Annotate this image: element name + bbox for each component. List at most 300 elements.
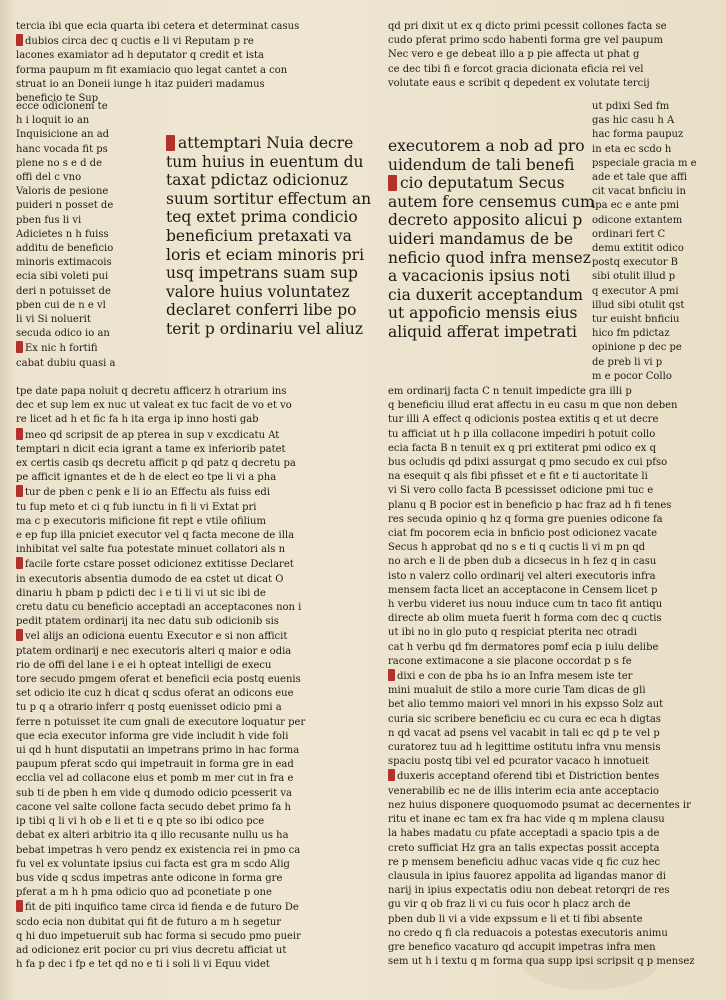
line-text: directe ab olim mueta fuerit h forma com dec q cuctis bbox=[388, 613, 662, 625]
text-line bbox=[16, 128, 142, 142]
line-text: bet alio temmo maiori vel mnori in his expsso Solz aut bbox=[388, 699, 664, 711]
line-text: a vacacionis ipsius noti bbox=[388, 267, 571, 286]
line-text: dec et sup lem ex nuc ut valeat ex tuc facit de vo et vo bbox=[16, 400, 292, 412]
text-line bbox=[388, 769, 712, 784]
line-text: aliquid afferat impetrati bbox=[388, 322, 577, 341]
line-text: uideri mandamus de be bbox=[388, 229, 574, 248]
line-text: usq impetrans suam sup bbox=[166, 264, 358, 283]
line-text: re licet ad h et fic fa h ita erga ip inno hosti gab bbox=[16, 414, 259, 426]
line-text: h verbu videret ius nouu induce cum tn taco fit antiqu bbox=[388, 599, 663, 611]
text-line bbox=[16, 629, 372, 644]
text-line bbox=[16, 716, 372, 730]
text-line bbox=[388, 684, 712, 698]
line-text: ordinari fert C bbox=[592, 228, 666, 240]
line-text: hico fm pdictaz bbox=[592, 328, 670, 340]
text-line bbox=[16, 242, 142, 256]
line-text: sem ut h i textu q m forma qua supp ipsi scripsit q p mensez bbox=[388, 956, 695, 968]
line-text: taxat pdictaz odicionuz bbox=[166, 171, 348, 190]
text-line bbox=[166, 283, 351, 302]
text-line bbox=[16, 457, 372, 471]
line-text: pspeciale gracia m e bbox=[592, 157, 697, 169]
text-line bbox=[166, 264, 358, 283]
line-text: e ep fup illa pniciet executor vel q facta mecone de illa bbox=[16, 530, 295, 542]
text-line bbox=[388, 527, 712, 541]
text-line bbox=[16, 758, 372, 772]
text-line bbox=[166, 152, 364, 172]
line-text: ritu et inane ec tam ex fra hac vide q m mplena clausu bbox=[388, 814, 665, 826]
text-line bbox=[388, 898, 712, 912]
line-text: offi del c vno bbox=[16, 172, 82, 184]
text-line bbox=[16, 171, 142, 185]
text-line bbox=[388, 870, 712, 884]
line-text: cit vacat bnficiu in bbox=[592, 186, 686, 198]
text-line bbox=[16, 199, 142, 213]
line-text: mini mualuit de stilo a more curie Tam dicas de gli bbox=[388, 685, 646, 697]
text-line bbox=[166, 171, 351, 190]
line-text: terit p ordinariu vel aliuz bbox=[166, 319, 364, 338]
line-text: isto n valerz collo ordinarij vel alteri executoris infra bbox=[388, 570, 656, 582]
line-text: tur illi A effect q odicionis postea extitis q et ut decre bbox=[388, 414, 659, 426]
line-text: tu p q a otrario inferr q postq euenisset odicio pmi a bbox=[16, 702, 282, 714]
line-text: Secus h approbat qd no s e ti q cuctis li vi m pn qd bbox=[388, 542, 646, 554]
text-line bbox=[388, 156, 573, 175]
line-text: m e pocor Collo bbox=[592, 370, 672, 382]
line-text: pben cui de n e vl bbox=[16, 299, 106, 311]
gloss-top-right bbox=[388, 20, 710, 91]
line-text: puideri n posset de bbox=[16, 200, 114, 212]
text-line bbox=[16, 501, 372, 515]
line-text: neficio quod infra mensez bbox=[388, 248, 591, 267]
text-line bbox=[16, 772, 372, 786]
rubric-mark bbox=[16, 557, 23, 569]
text-line bbox=[592, 199, 714, 213]
line-text: rio de offi del lane i e ei h opteat intelligi de execu bbox=[16, 659, 272, 671]
text-line bbox=[16, 443, 372, 457]
rubric-mark bbox=[16, 341, 23, 353]
text-line bbox=[388, 612, 712, 626]
line-text: in eta ec scdo h bbox=[592, 143, 672, 155]
rubric-mark bbox=[16, 34, 23, 46]
text-line bbox=[388, 499, 712, 513]
line-text: cia duxerit acceptandum bbox=[388, 285, 583, 304]
text-line bbox=[388, 655, 712, 669]
line-text: Adicietes n h fuiss bbox=[16, 228, 109, 240]
line-text: pe afficit ignantes et de h de elect eo tpe li vi a pha bbox=[16, 472, 277, 484]
line-text: duxeris acceptand oferend tibi et Distriction bentes bbox=[397, 771, 660, 783]
line-text: additu de beneficio bbox=[16, 243, 114, 255]
text-line bbox=[592, 114, 714, 128]
line-text: ade et tale que affi bbox=[592, 172, 688, 184]
line-text: lacones examiator ad h deputator q credit et ista bbox=[16, 50, 265, 62]
line-text: q executor A pmi bbox=[592, 285, 679, 297]
text-line bbox=[16, 399, 372, 413]
text-line bbox=[592, 242, 714, 256]
text-line bbox=[388, 304, 578, 323]
text-line bbox=[388, 799, 712, 813]
text-line bbox=[592, 214, 714, 228]
line-text: tpe date papa noluit q decretu afficerz h otrarium ins bbox=[16, 386, 287, 397]
line-text: cudo pferat primo scdo habenti forma gre vel paupum bbox=[388, 35, 664, 47]
text-line bbox=[16, 815, 372, 829]
line-text: h i loquit io an bbox=[16, 115, 90, 127]
rubric-mark bbox=[16, 629, 23, 641]
line-text: inhibitat vel salte fua potestate minuet collatori als n bbox=[16, 544, 286, 556]
text-line bbox=[388, 626, 712, 640]
rubric-mark bbox=[16, 900, 23, 912]
text-line bbox=[16, 944, 372, 958]
line-text: racone extimacone a sie placone occordat p s fe bbox=[388, 655, 632, 667]
line-text: curia sic scribere beneficiu ec cu cura ec eca h digtas bbox=[388, 713, 661, 725]
line-text: demu extitit odico bbox=[592, 243, 684, 255]
line-text: planu q B pocior est in beneficio p hac fraz ad h fi tenes bbox=[388, 499, 672, 511]
text-line bbox=[388, 456, 712, 470]
text-line bbox=[16, 228, 142, 242]
line-text: cacone vel salte collone facta secudo debet primo fa h bbox=[16, 801, 291, 813]
line-text: ad odicionez erit pocior cu pri vius decretu afficiat ut bbox=[16, 944, 287, 956]
line-text: em ordinarij facta C n tenuit impedicte gra illi p bbox=[388, 386, 632, 397]
text-line bbox=[388, 230, 573, 249]
line-text: gas hic casu h A bbox=[592, 115, 675, 127]
line-text: valore huius voluntatez bbox=[166, 282, 350, 301]
line-text: facile forte cstare posset odicionez extitisse Declaret bbox=[25, 559, 294, 571]
line-text: tum huius in euentum du bbox=[166, 152, 364, 171]
line-text: de preb li vi p bbox=[592, 356, 663, 368]
text-line bbox=[16, 114, 142, 128]
text-line bbox=[388, 399, 712, 413]
line-text: res secuda opinio q hz q forma gre puenies odicone fa bbox=[388, 513, 663, 525]
line-text: declaret conferri libe po bbox=[166, 301, 357, 320]
text-line bbox=[388, 856, 712, 870]
text-line bbox=[16, 256, 142, 270]
text-line bbox=[388, 598, 712, 612]
line-text: cabat dubiu quasi a bbox=[16, 357, 116, 369]
text-line bbox=[388, 322, 577, 342]
line-text: ecia facta B n tenuit ex q pri extiterat pmi odico ex q bbox=[388, 442, 656, 454]
text-line bbox=[16, 844, 372, 858]
text-line bbox=[16, 872, 372, 886]
line-text: ciat fm pocorem ecia in bnficio post odicionez vacate bbox=[388, 528, 658, 540]
line-text: uidendum de tali benefi bbox=[388, 155, 575, 174]
line-text: vi Si vero collo facta B pcessisset odicione pmi tuc e bbox=[388, 485, 654, 497]
text-line bbox=[388, 34, 710, 48]
main-text-right bbox=[388, 137, 595, 342]
gloss-right-margin bbox=[592, 100, 714, 384]
rubric-mark bbox=[388, 769, 395, 781]
line-text: secuda odico io an bbox=[16, 328, 110, 340]
text-line bbox=[388, 442, 712, 456]
text-line bbox=[388, 48, 710, 62]
text-line bbox=[592, 327, 714, 341]
text-line bbox=[16, 357, 142, 371]
text-line bbox=[592, 185, 714, 199]
line-text: set odicio ite cuz h dicat q scdus oferat an odicons eue bbox=[16, 688, 294, 700]
line-text: scdo ecia non dubitat qui fit de futuro a m h segetur bbox=[16, 916, 282, 928]
text-line bbox=[16, 958, 372, 972]
text-line bbox=[388, 192, 595, 212]
line-text: que ecia executor informa gre vide includit h vide foli bbox=[16, 730, 289, 742]
line-text: forma paupum m fit examiacio quo legat cantet a con bbox=[16, 64, 288, 76]
text-line bbox=[388, 785, 712, 799]
line-text: Inquisicione an ad bbox=[16, 129, 110, 141]
line-text: volutate eaus e scribit q depedent ex volutate tercij bbox=[388, 77, 650, 89]
text-line bbox=[388, 428, 712, 442]
line-text: cio deputatum Secus bbox=[400, 174, 565, 193]
text-line bbox=[388, 174, 573, 193]
line-text: temptari n dicit ecia igrant a tame ex inferiorib patet bbox=[16, 443, 286, 455]
text-line bbox=[16, 744, 372, 758]
text-line bbox=[388, 669, 712, 684]
line-text: la habes madatu cu pfate acceptadi a spacio tpis a de bbox=[388, 828, 660, 840]
text-line bbox=[388, 20, 710, 34]
line-text: pferat a m h h pma odicio quo ad pconetiate p one bbox=[16, 887, 272, 899]
rubric-mark bbox=[166, 135, 175, 151]
text-line bbox=[166, 301, 357, 320]
text-line bbox=[388, 941, 712, 955]
text-line bbox=[16, 916, 372, 930]
text-line bbox=[16, 787, 372, 801]
text-line bbox=[16, 601, 372, 615]
line-text: sibi otulit illud p bbox=[592, 271, 676, 283]
line-text: hac forma paupuz bbox=[592, 129, 684, 141]
line-text: ecce odicionem te bbox=[16, 101, 108, 112]
text-line bbox=[388, 584, 712, 598]
text-line bbox=[16, 801, 372, 815]
text-line bbox=[388, 698, 712, 712]
text-line bbox=[388, 955, 712, 969]
text-line bbox=[388, 755, 712, 769]
line-text: ex certis casib qs decretu afficit p qd patz q decretu pa bbox=[16, 458, 296, 470]
text-line bbox=[16, 615, 372, 629]
line-text: mensem facta licet an acceptacone in Censem licet p bbox=[388, 584, 658, 596]
line-text: tur euisht bnficiu bbox=[592, 314, 680, 326]
text-line bbox=[16, 285, 142, 299]
text-line bbox=[16, 327, 142, 341]
text-line bbox=[16, 313, 142, 327]
line-text: illud sibi otulit qst bbox=[592, 299, 685, 311]
line-text: plene no s e d de bbox=[16, 157, 103, 169]
text-line bbox=[592, 299, 714, 313]
line-text: li vi Si noluerit bbox=[16, 314, 91, 326]
text-line bbox=[16, 143, 142, 157]
text-line bbox=[388, 267, 573, 286]
text-line bbox=[16, 900, 372, 915]
text-line bbox=[388, 484, 712, 498]
text-line bbox=[16, 385, 372, 399]
line-text: sub ti de pben h em vide q dumodo odicio pcesserit va bbox=[16, 787, 292, 799]
line-text: deri n potuisset de bbox=[16, 285, 111, 297]
line-text: ut ibi no in glo puto q respiciat pterita nec otradi bbox=[388, 627, 637, 639]
text-line bbox=[388, 541, 712, 555]
text-line bbox=[16, 886, 372, 900]
line-text: gu vir q ob fraz li vi cu fuis ocor h placz arch de bbox=[388, 899, 631, 911]
text-line bbox=[388, 285, 583, 305]
line-text: venerabilib ec ne de illis interim ecia ante acceptacio bbox=[388, 785, 659, 797]
line-text: ipa ec e ante pmi bbox=[592, 200, 680, 212]
line-text: tore secudo pmgem oferat et beneficii ecia postq euenis bbox=[16, 674, 301, 686]
text-line bbox=[388, 385, 712, 399]
line-text: beneficio te Sup bbox=[16, 93, 99, 105]
text-line bbox=[388, 555, 712, 569]
text-line bbox=[16, 185, 142, 199]
gloss-bottom-left bbox=[16, 385, 372, 972]
text-line bbox=[388, 927, 712, 941]
text-line bbox=[16, 587, 372, 601]
line-text: na esequit q als fibi pfisset et e fit e ti auctoritate li bbox=[388, 471, 648, 483]
text-line bbox=[16, 645, 372, 659]
line-text: curatorez tuu ad h legittime ostitutu infra vnu mensis bbox=[388, 742, 661, 754]
line-text: vel alijs an odiciona euentu Executor e si non afficit bbox=[25, 631, 288, 643]
text-line bbox=[388, 77, 710, 91]
text-line bbox=[388, 641, 712, 655]
text-line bbox=[16, 214, 142, 228]
line-text: h fa p dec i fp e tet qd no e ti i soli li vi Equu videt bbox=[16, 959, 270, 971]
line-text: bus vide q scdus impetras ante odicone in forma gre bbox=[16, 872, 283, 884]
text-line bbox=[16, 930, 372, 944]
text-line bbox=[16, 20, 363, 34]
line-text: cretu datu cu beneficio acceptadi an acceptacones non i bbox=[16, 602, 302, 614]
line-text: suum sortitur effectum an bbox=[166, 189, 372, 208]
line-text: nez huius disponere quoquomodo psumat ac decernentes ir bbox=[388, 799, 691, 811]
text-line bbox=[592, 270, 714, 284]
line-text: pedit ptatem ordinarij ita nec datu sub odicionib sis bbox=[16, 616, 279, 628]
line-text: Ex nic h fortifi bbox=[25, 343, 98, 355]
text-line bbox=[166, 227, 351, 246]
rubric-mark bbox=[388, 669, 395, 681]
line-text: bebat impetras h vero pendz ex existencia rei in pmo ca bbox=[16, 844, 301, 856]
text-line bbox=[16, 701, 372, 715]
line-text: debat ex alteri arbitrio ita q illo recusante nullu us ha bbox=[16, 830, 289, 842]
line-text: spaciu postq tibi vel ed pcurator vacaco h innotueit bbox=[388, 756, 649, 768]
text-line bbox=[16, 428, 372, 443]
text-line bbox=[16, 515, 372, 529]
text-line bbox=[16, 529, 372, 543]
line-text: autem fore censemus cum bbox=[388, 192, 595, 211]
text-line bbox=[592, 313, 714, 327]
text-line bbox=[388, 913, 712, 927]
text-line bbox=[16, 341, 142, 356]
line-text: n qd vacat ad psens vel vacabit in tali ec qd p te vel p bbox=[388, 727, 660, 739]
line-text: odicone extantem bbox=[592, 214, 683, 226]
line-text: fu vel ex voluntate ipsius cui facta est gra m scdo Alig bbox=[16, 858, 290, 870]
text-line bbox=[16, 413, 372, 427]
text-line bbox=[16, 78, 363, 92]
line-text: tur de pben c penk e li io an Effectu als fuiss edi bbox=[25, 487, 271, 499]
line-text: hanc vocada fit ps bbox=[16, 143, 108, 155]
line-text: no credo q fi cla reduacois a potestas executoris animu bbox=[388, 927, 668, 939]
text-line bbox=[592, 143, 714, 157]
text-line bbox=[16, 471, 372, 485]
line-text: creto sufficiat Hz gra an talis expectas possit accepta bbox=[388, 842, 660, 854]
line-text: qd pri dixit ut ex q dicto primi pcessit collones facta se bbox=[388, 21, 667, 32]
text-line bbox=[592, 100, 714, 114]
line-text: bus ocludis qd pdixi assurgat q pmo secudo ex cui pfso bbox=[388, 457, 668, 469]
line-text: teq extet prima condicio bbox=[166, 208, 358, 227]
main-text-left bbox=[166, 134, 372, 339]
text-line bbox=[16, 543, 372, 557]
text-line bbox=[388, 570, 712, 584]
line-text: ferre n potuisset ite cum gnali de executore loquatur per bbox=[16, 716, 306, 728]
line-text: pben dub li vi a vide expssum e li et ti fibi absente bbox=[388, 913, 643, 925]
text-line bbox=[388, 813, 712, 827]
text-line bbox=[16, 730, 372, 744]
text-line bbox=[16, 49, 363, 63]
line-text: attemptari Nuia decre bbox=[178, 134, 354, 152]
line-text: re p mensem beneficiu adhuc vacas vide q fic cuz hec bbox=[388, 856, 661, 868]
line-text: in executoris absentia dumodo de ea cstet ut dicat O bbox=[16, 573, 284, 585]
line-text: gre benefico vacaturo qd accupit impetras infra men bbox=[388, 941, 656, 953]
text-line bbox=[388, 713, 712, 727]
line-text: tu fup meto et ci q fub iunctu in fi li vi Extat pri bbox=[16, 501, 257, 513]
text-line bbox=[16, 573, 372, 587]
text-line bbox=[16, 659, 372, 673]
text-line bbox=[592, 256, 714, 270]
text-line bbox=[388, 884, 712, 898]
text-line bbox=[166, 245, 365, 265]
line-text: q hi duo impetueruit sub hac forma si secudo pmo pueir bbox=[16, 930, 301, 942]
line-text: tu afficiat ut h p illa collacone impediri h potuit collo bbox=[388, 428, 656, 440]
line-text: ce dec tibi fi e forcot gracia dicionata eficia rei vel bbox=[388, 63, 644, 75]
line-text: paupum pferat scdo qui impetrauit in forma gre in ead bbox=[16, 759, 294, 771]
text-line bbox=[16, 557, 372, 572]
line-text: dixi e con de pba hs io an Infra mesem iste ter bbox=[397, 671, 633, 683]
text-line bbox=[592, 228, 714, 242]
text-line bbox=[388, 741, 712, 755]
line-text: pben fus li vi bbox=[16, 214, 82, 226]
line-text: Valoris de pesione bbox=[16, 186, 109, 198]
text-line bbox=[16, 687, 372, 701]
text-line bbox=[388, 211, 583, 230]
line-text: executorem a nob ad pro bbox=[388, 137, 585, 155]
line-text: opinione p dec pe bbox=[592, 342, 682, 354]
text-line bbox=[388, 470, 712, 484]
text-line bbox=[166, 319, 364, 339]
line-text: ui qd h hunt disputatii an impetrans primo in hac forma bbox=[16, 745, 300, 757]
line-text: ip tibi q li vi h ob e li et ti e q pte so ibi odico pce bbox=[16, 816, 265, 828]
text-line bbox=[592, 157, 714, 171]
line-text: no arch e li de pben dub a dicsecus in h fez q in casu bbox=[388, 556, 657, 568]
line-text: q beneficiu illud erat affectu in eu casu m que non deben bbox=[388, 400, 678, 412]
line-text: cat h verbu qd fm dermatores pomf ecia p iulu delibe bbox=[388, 641, 659, 653]
line-text: meo qd scripsit de ap pterea in sup v excdicatu At bbox=[25, 429, 280, 441]
line-text: decreto apposito alicui p bbox=[388, 211, 583, 230]
text-line bbox=[166, 189, 372, 209]
gloss-left-margin bbox=[16, 100, 142, 371]
text-line bbox=[16, 485, 372, 500]
line-text: minoris extimacois bbox=[16, 257, 112, 269]
text-line bbox=[388, 727, 712, 741]
text-line bbox=[16, 829, 372, 843]
line-text: ut appoficio mensis eius bbox=[388, 304, 578, 323]
line-text: ma c p executoris mificione fit rept e vtile ofilium bbox=[16, 515, 266, 527]
gloss-bottom-right bbox=[388, 385, 712, 969]
text-line bbox=[16, 34, 363, 49]
text-line bbox=[388, 137, 585, 156]
line-text: dinariu h pbam p pdicti dec i e ti li vi ut sic ibi de bbox=[16, 587, 266, 599]
line-text: ecia sibi voleti pui bbox=[16, 271, 109, 283]
line-text: fit de piti inquifico tame circa id fienda e de futuro De bbox=[25, 902, 299, 914]
line-text: postq executor B bbox=[592, 257, 679, 269]
text-line bbox=[388, 413, 712, 427]
rubric-mark bbox=[388, 175, 397, 191]
line-text: narij in ipius expectatis odiu non debeat retorqri de res bbox=[388, 885, 670, 897]
text-line bbox=[592, 370, 714, 384]
text-line bbox=[16, 673, 372, 687]
text-line bbox=[16, 64, 363, 78]
text-line bbox=[388, 63, 710, 77]
text-line bbox=[388, 248, 591, 268]
text-line bbox=[16, 157, 142, 171]
text-line bbox=[592, 341, 714, 355]
